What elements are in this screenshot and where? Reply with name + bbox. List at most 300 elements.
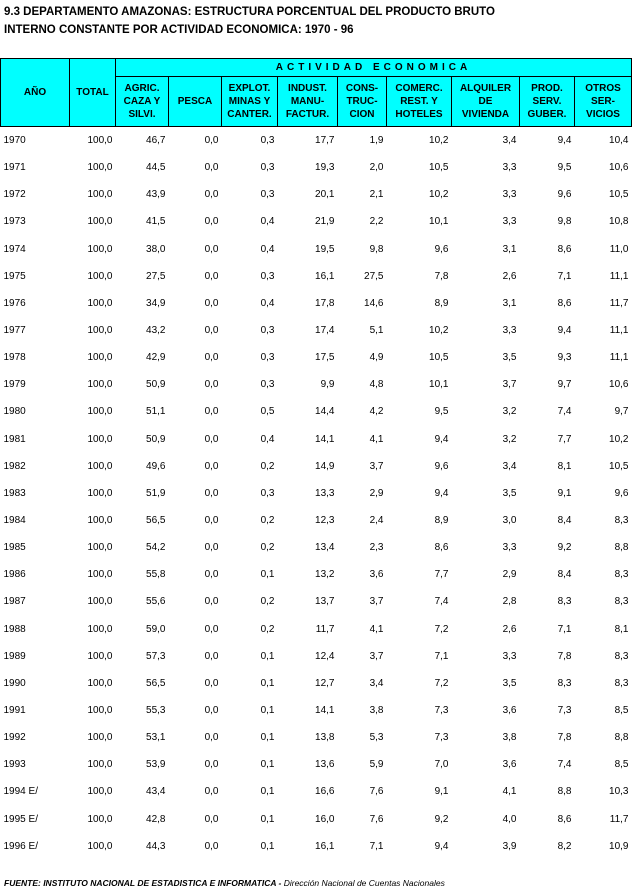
value-cell: 100,0	[87, 352, 113, 364]
column-header	[278, 77, 338, 127]
value-cell: 0,0	[204, 243, 219, 255]
year-cell: 1993	[3, 759, 26, 771]
value-cell: 3,1	[502, 297, 517, 309]
column-header-line: CANTER.	[227, 109, 272, 120]
value-cell: 9,1	[434, 786, 449, 798]
value-cell: 0,0	[204, 162, 219, 174]
year-cell: 1987	[3, 596, 26, 608]
value-cell: 12,4	[315, 650, 335, 662]
year-cell: 1978	[3, 352, 26, 364]
value-cell: 0,3	[260, 162, 275, 174]
year-cell: 1989	[3, 650, 26, 662]
value-cell: 0,3	[260, 379, 275, 391]
table-row	[1, 290, 632, 317]
value-cell: 2,1	[369, 189, 384, 201]
value-cell: 2,3	[369, 542, 384, 554]
gdp-structure-table	[0, 58, 632, 860]
table-row	[1, 724, 632, 751]
value-cell: 100,0	[87, 433, 113, 445]
value-cell: 7,6	[369, 813, 384, 825]
value-cell: 7,7	[557, 433, 572, 445]
value-cell: 16,1	[315, 840, 335, 852]
value-cell: 8,8	[557, 786, 572, 798]
value-cell: 100,0	[87, 270, 113, 282]
value-cell: 3,7	[502, 379, 517, 391]
value-cell: 7,0	[434, 759, 449, 771]
value-cell: 100,0	[87, 705, 113, 717]
value-cell: 7,8	[557, 732, 572, 744]
value-cell: 0,0	[204, 813, 219, 825]
column-header-line: REST. Y	[400, 96, 438, 107]
value-cell: 9,7	[557, 379, 572, 391]
column-header-line: VIVIENDA	[461, 109, 510, 120]
value-cell: 5,3	[369, 732, 384, 744]
value-cell: 4,1	[369, 433, 384, 445]
table-row	[1, 616, 632, 643]
value-cell: 0,0	[204, 650, 219, 662]
value-cell: 100,0	[87, 243, 113, 255]
value-cell: 2,2	[369, 216, 384, 228]
table-row	[1, 236, 632, 263]
value-cell: 10,1	[429, 216, 449, 228]
value-cell: 100,0	[87, 786, 113, 798]
value-cell: 9,1	[557, 487, 572, 499]
value-cell: 7,3	[434, 705, 449, 717]
value-cell: 100,0	[87, 677, 113, 689]
column-header-line: ALQUILER	[459, 83, 512, 94]
value-cell: 7,2	[434, 677, 449, 689]
value-cell: 19,3	[315, 162, 335, 174]
value-cell: 3,5	[502, 352, 517, 364]
value-cell: 0,0	[204, 297, 219, 309]
table-row	[1, 426, 632, 453]
value-cell: 7,2	[434, 623, 449, 635]
value-cell: 100,0	[87, 325, 113, 337]
column-header-line: CAZA Y	[123, 96, 161, 107]
value-cell: 100,0	[87, 297, 113, 309]
value-cell: 0,1	[260, 569, 275, 581]
value-cell: 3,4	[502, 135, 517, 147]
value-cell: 0,0	[204, 325, 219, 337]
year-cell: 1981	[3, 433, 26, 445]
value-cell: 8,9	[434, 297, 449, 309]
value-cell: 16,0	[315, 813, 335, 825]
value-cell: 19,5	[315, 243, 335, 255]
value-cell: 53,1	[146, 732, 166, 744]
value-cell: 0,0	[204, 786, 219, 798]
value-cell: 7,4	[434, 596, 449, 608]
table-row	[1, 453, 632, 480]
value-cell: 43,2	[146, 325, 166, 337]
value-cell: 4,1	[502, 786, 517, 798]
value-cell: 7,1	[557, 270, 572, 282]
value-cell: 2,8	[502, 596, 517, 608]
value-cell: 0,3	[260, 270, 275, 282]
table-row	[1, 833, 632, 860]
year-cell: 1986	[3, 569, 26, 581]
value-cell: 2,9	[369, 487, 384, 499]
value-cell: 55,8	[146, 569, 166, 581]
value-cell: 0,3	[260, 189, 275, 201]
column-header-line: SER-	[591, 96, 615, 107]
value-cell: 0,1	[260, 705, 275, 717]
value-cell: 17,4	[315, 325, 335, 337]
value-cell: 8,3	[614, 596, 629, 608]
value-cell: 11,1	[609, 270, 629, 282]
value-cell: 3,9	[502, 840, 517, 852]
value-cell: 13,3	[315, 487, 335, 499]
value-cell: 0,2	[260, 623, 275, 635]
source-note	[4, 878, 445, 888]
column-header-line: FACTUR.	[285, 109, 330, 120]
value-cell: 41,5	[146, 216, 166, 228]
value-cell: 0,0	[204, 433, 219, 445]
value-cell: 9,6	[557, 189, 572, 201]
value-cell: 46,7	[146, 135, 166, 147]
value-cell: 0,0	[204, 216, 219, 228]
table-row	[1, 371, 632, 398]
value-cell: 100,0	[87, 650, 113, 662]
value-cell: 9,6	[434, 460, 449, 472]
value-cell: 8,9	[434, 515, 449, 527]
value-cell: 3,1	[502, 243, 517, 255]
value-cell: 9,4	[557, 325, 572, 337]
year-cell: 1971	[3, 162, 26, 174]
value-cell: 10,2	[429, 325, 449, 337]
value-cell: 7,1	[369, 840, 384, 852]
value-cell: 16,6	[315, 786, 335, 798]
year-cell: 1974	[3, 243, 26, 255]
value-cell: 100,0	[87, 623, 113, 635]
value-cell: 7,1	[434, 650, 449, 662]
value-cell: 9,4	[434, 840, 449, 852]
column-header	[116, 77, 169, 127]
value-cell: 3,3	[502, 216, 517, 228]
value-cell: 0,0	[204, 379, 219, 391]
column-header-line: VICIOS	[586, 109, 620, 120]
year-cell: 1976	[3, 297, 26, 309]
value-cell: 100,0	[87, 542, 113, 554]
year-cell: 1983	[3, 487, 26, 499]
value-cell: 0,0	[204, 406, 219, 418]
value-cell: 9,2	[557, 542, 572, 554]
value-cell: 0,1	[260, 813, 275, 825]
value-cell: 8,6	[557, 813, 572, 825]
value-cell: 0,3	[260, 325, 275, 337]
value-cell: 3,3	[502, 189, 517, 201]
year-cell: 1982	[3, 460, 26, 472]
value-cell: 3,4	[502, 460, 517, 472]
value-cell: 11,7	[609, 297, 629, 309]
year-cell: 1979	[3, 379, 26, 391]
value-cell: 10,4	[609, 135, 629, 147]
value-cell: 51,1	[146, 406, 166, 418]
value-cell: 0,0	[204, 515, 219, 527]
value-cell: 17,7	[315, 135, 335, 147]
value-cell: 0,0	[204, 135, 219, 147]
value-cell: 9,2	[434, 813, 449, 825]
value-cell: 7,8	[434, 270, 449, 282]
year-cell: 1995 E/	[3, 813, 38, 825]
value-cell: 8,6	[434, 542, 449, 554]
column-header-line: HOTELES	[395, 109, 443, 120]
value-cell: 100,0	[87, 406, 113, 418]
value-cell: 43,4	[146, 786, 166, 798]
value-cell: 11,0	[609, 243, 629, 255]
column-header-line: DE	[478, 96, 493, 107]
value-cell: 2,6	[502, 270, 517, 282]
value-cell: 42,9	[146, 352, 166, 364]
value-cell: 56,5	[146, 515, 166, 527]
value-cell: 10,6	[609, 379, 629, 391]
table-row	[1, 561, 632, 588]
value-cell: 100,0	[87, 732, 113, 744]
value-cell: 9,8	[369, 243, 384, 255]
table-row	[1, 588, 632, 615]
value-cell: 0,3	[260, 135, 275, 147]
value-cell: 10,2	[429, 135, 449, 147]
table-row	[1, 480, 632, 507]
value-cell: 59,0	[146, 623, 166, 635]
year-cell: 1985	[3, 542, 26, 554]
value-cell: 11,1	[609, 352, 629, 364]
value-cell: 7,8	[557, 650, 572, 662]
value-cell: 13,2	[315, 569, 335, 581]
year-cell: 1980	[3, 406, 26, 418]
value-cell: 17,8	[315, 297, 335, 309]
value-cell: 0,5	[260, 406, 275, 418]
value-cell: 0,2	[260, 460, 275, 472]
value-cell: 11,7	[609, 813, 629, 825]
value-cell: 0,0	[204, 705, 219, 717]
value-cell: 0,0	[204, 569, 219, 581]
value-cell: 4,0	[502, 813, 517, 825]
value-cell: 3,8	[502, 732, 517, 744]
table-row	[1, 344, 632, 371]
value-cell: 0,0	[204, 542, 219, 554]
table-row	[1, 181, 632, 208]
value-cell: 8,3	[614, 650, 629, 662]
value-cell: 8,8	[614, 542, 629, 554]
value-cell: 14,1	[315, 433, 335, 445]
value-cell: 9,6	[434, 243, 449, 255]
value-cell: 3,8	[369, 705, 384, 717]
value-cell: 8,3	[557, 596, 572, 608]
value-cell: 0,4	[260, 216, 275, 228]
value-cell: 0,1	[260, 840, 275, 852]
year-cell: 1977	[3, 325, 26, 337]
year-cell: 1970	[3, 135, 26, 147]
table-row	[1, 778, 632, 805]
value-cell: 4,8	[369, 379, 384, 391]
value-cell: 9,5	[557, 162, 572, 174]
column-header-line: GUBER.	[527, 109, 567, 120]
column-header	[575, 77, 632, 127]
value-cell: 9,6	[614, 487, 629, 499]
value-cell: 8,3	[614, 677, 629, 689]
header-actividad-economica: ACTIVIDAD ECONOMICA	[116, 59, 632, 77]
value-cell: 53,9	[146, 759, 166, 771]
header-anio: AÑO	[1, 59, 70, 127]
table-row	[1, 751, 632, 778]
value-cell: 10,5	[429, 352, 449, 364]
value-cell: 3,7	[369, 650, 384, 662]
value-cell: 2,4	[369, 515, 384, 527]
value-cell: 12,3	[315, 515, 335, 527]
value-cell: 9,4	[434, 487, 449, 499]
table-row	[1, 127, 632, 155]
year-cell: 1996 E/	[3, 840, 38, 852]
value-cell: 100,0	[87, 596, 113, 608]
column-header	[452, 77, 520, 127]
year-cell: 1984	[3, 515, 26, 527]
value-cell: 14,1	[315, 705, 335, 717]
value-cell: 3,3	[502, 650, 517, 662]
value-cell: 11,1	[609, 325, 629, 337]
value-cell: 7,3	[434, 732, 449, 744]
value-cell: 100,0	[87, 162, 113, 174]
value-cell: 100,0	[87, 135, 113, 147]
column-header-line: INDUST.	[288, 83, 327, 94]
value-cell: 10,2	[429, 189, 449, 201]
value-cell: 100,0	[87, 759, 113, 771]
year-cell: 1994 E/	[3, 786, 38, 798]
value-cell: 10,1	[429, 379, 449, 391]
year-cell: 1975	[3, 270, 26, 282]
value-cell: 8,3	[614, 515, 629, 527]
value-cell: 0,0	[204, 596, 219, 608]
table-row	[1, 263, 632, 290]
value-cell: 100,0	[87, 379, 113, 391]
value-cell: 3,5	[502, 677, 517, 689]
table-row	[1, 670, 632, 697]
value-cell: 100,0	[87, 840, 113, 852]
value-cell: 0,1	[260, 732, 275, 744]
value-cell: 3,7	[369, 460, 384, 472]
value-cell: 7,3	[557, 705, 572, 717]
value-cell: 8,5	[614, 759, 629, 771]
value-cell: 100,0	[87, 189, 113, 201]
column-header-line: PESCA	[177, 96, 213, 107]
value-cell: 7,6	[369, 786, 384, 798]
value-cell: 38,0	[146, 243, 166, 255]
value-cell: 9,4	[557, 135, 572, 147]
column-header-line: SILVI.	[128, 109, 156, 120]
value-cell: 10,3	[609, 786, 629, 798]
table-row	[1, 643, 632, 670]
value-cell: 8,3	[614, 569, 629, 581]
column-header-line: AGRIC.	[124, 83, 160, 94]
value-cell: 8,1	[557, 460, 572, 472]
column-header-line: CION	[349, 109, 375, 120]
value-cell: 10,8	[609, 216, 629, 228]
column-header-line: TRUC-	[346, 96, 378, 107]
value-cell: 49,6	[146, 460, 166, 472]
table-row	[1, 398, 632, 425]
value-cell: 3,2	[502, 433, 517, 445]
value-cell: 3,0	[502, 515, 517, 527]
value-cell: 7,4	[557, 759, 572, 771]
value-cell: 1,9	[369, 135, 384, 147]
column-header-line: MINAS Y	[228, 96, 271, 107]
column-header	[520, 77, 575, 127]
table-row	[1, 534, 632, 561]
value-cell: 10,5	[609, 189, 629, 201]
value-cell: 0,0	[204, 677, 219, 689]
value-cell: 14,4	[315, 406, 335, 418]
value-cell: 10,2	[609, 433, 629, 445]
column-header	[169, 77, 222, 127]
value-cell: 100,0	[87, 813, 113, 825]
value-cell: 8,8	[614, 732, 629, 744]
value-cell: 51,9	[146, 487, 166, 499]
column-header-line: SERV.	[532, 96, 562, 107]
source-detail: Dirección Nacional de Cuentas Nacionales	[283, 878, 445, 888]
value-cell: 7,7	[434, 569, 449, 581]
value-cell: 0,2	[260, 542, 275, 554]
value-cell: 3,6	[502, 759, 517, 771]
value-cell: 8,6	[557, 297, 572, 309]
value-cell: 2,0	[369, 162, 384, 174]
value-cell: 12,7	[315, 677, 335, 689]
value-cell: 0,0	[204, 270, 219, 282]
value-cell: 9,3	[557, 352, 572, 364]
column-header	[387, 77, 452, 127]
value-cell: 8,5	[614, 705, 629, 717]
value-cell: 44,5	[146, 162, 166, 174]
year-cell: 1991	[3, 705, 26, 717]
value-cell: 16,1	[315, 270, 335, 282]
table-row	[1, 208, 632, 235]
value-cell: 100,0	[87, 487, 113, 499]
value-cell: 56,5	[146, 677, 166, 689]
value-cell: 8,3	[557, 677, 572, 689]
value-cell: 14,6	[364, 297, 384, 309]
value-cell: 10,5	[429, 162, 449, 174]
value-cell: 9,9	[320, 379, 335, 391]
value-cell: 10,6	[609, 162, 629, 174]
value-cell: 4,2	[369, 406, 384, 418]
value-cell: 5,9	[369, 759, 384, 771]
value-cell: 14,9	[315, 460, 335, 472]
value-cell: 50,9	[146, 433, 166, 445]
value-cell: 0,0	[204, 732, 219, 744]
value-cell: 0,3	[260, 352, 275, 364]
value-cell: 100,0	[87, 460, 113, 472]
value-cell: 3,7	[369, 596, 384, 608]
value-cell: 0,0	[204, 189, 219, 201]
value-cell: 55,6	[146, 596, 166, 608]
value-cell: 44,3	[146, 840, 166, 852]
table-row	[1, 317, 632, 344]
value-cell: 27,5	[364, 270, 384, 282]
value-cell: 7,4	[557, 406, 572, 418]
value-cell: 42,8	[146, 813, 166, 825]
value-cell: 34,9	[146, 297, 166, 309]
value-cell: 9,8	[557, 216, 572, 228]
header-total: TOTAL	[70, 59, 116, 127]
value-cell: 21,9	[315, 216, 335, 228]
value-cell: 3,6	[502, 705, 517, 717]
value-cell: 57,3	[146, 650, 166, 662]
value-cell: 3,3	[502, 325, 517, 337]
value-cell: 0,2	[260, 515, 275, 527]
value-cell: 5,1	[369, 325, 384, 337]
value-cell: 0,1	[260, 759, 275, 771]
value-cell: 20,1	[315, 189, 335, 201]
value-cell: 100,0	[87, 569, 113, 581]
value-cell: 13,8	[315, 732, 335, 744]
